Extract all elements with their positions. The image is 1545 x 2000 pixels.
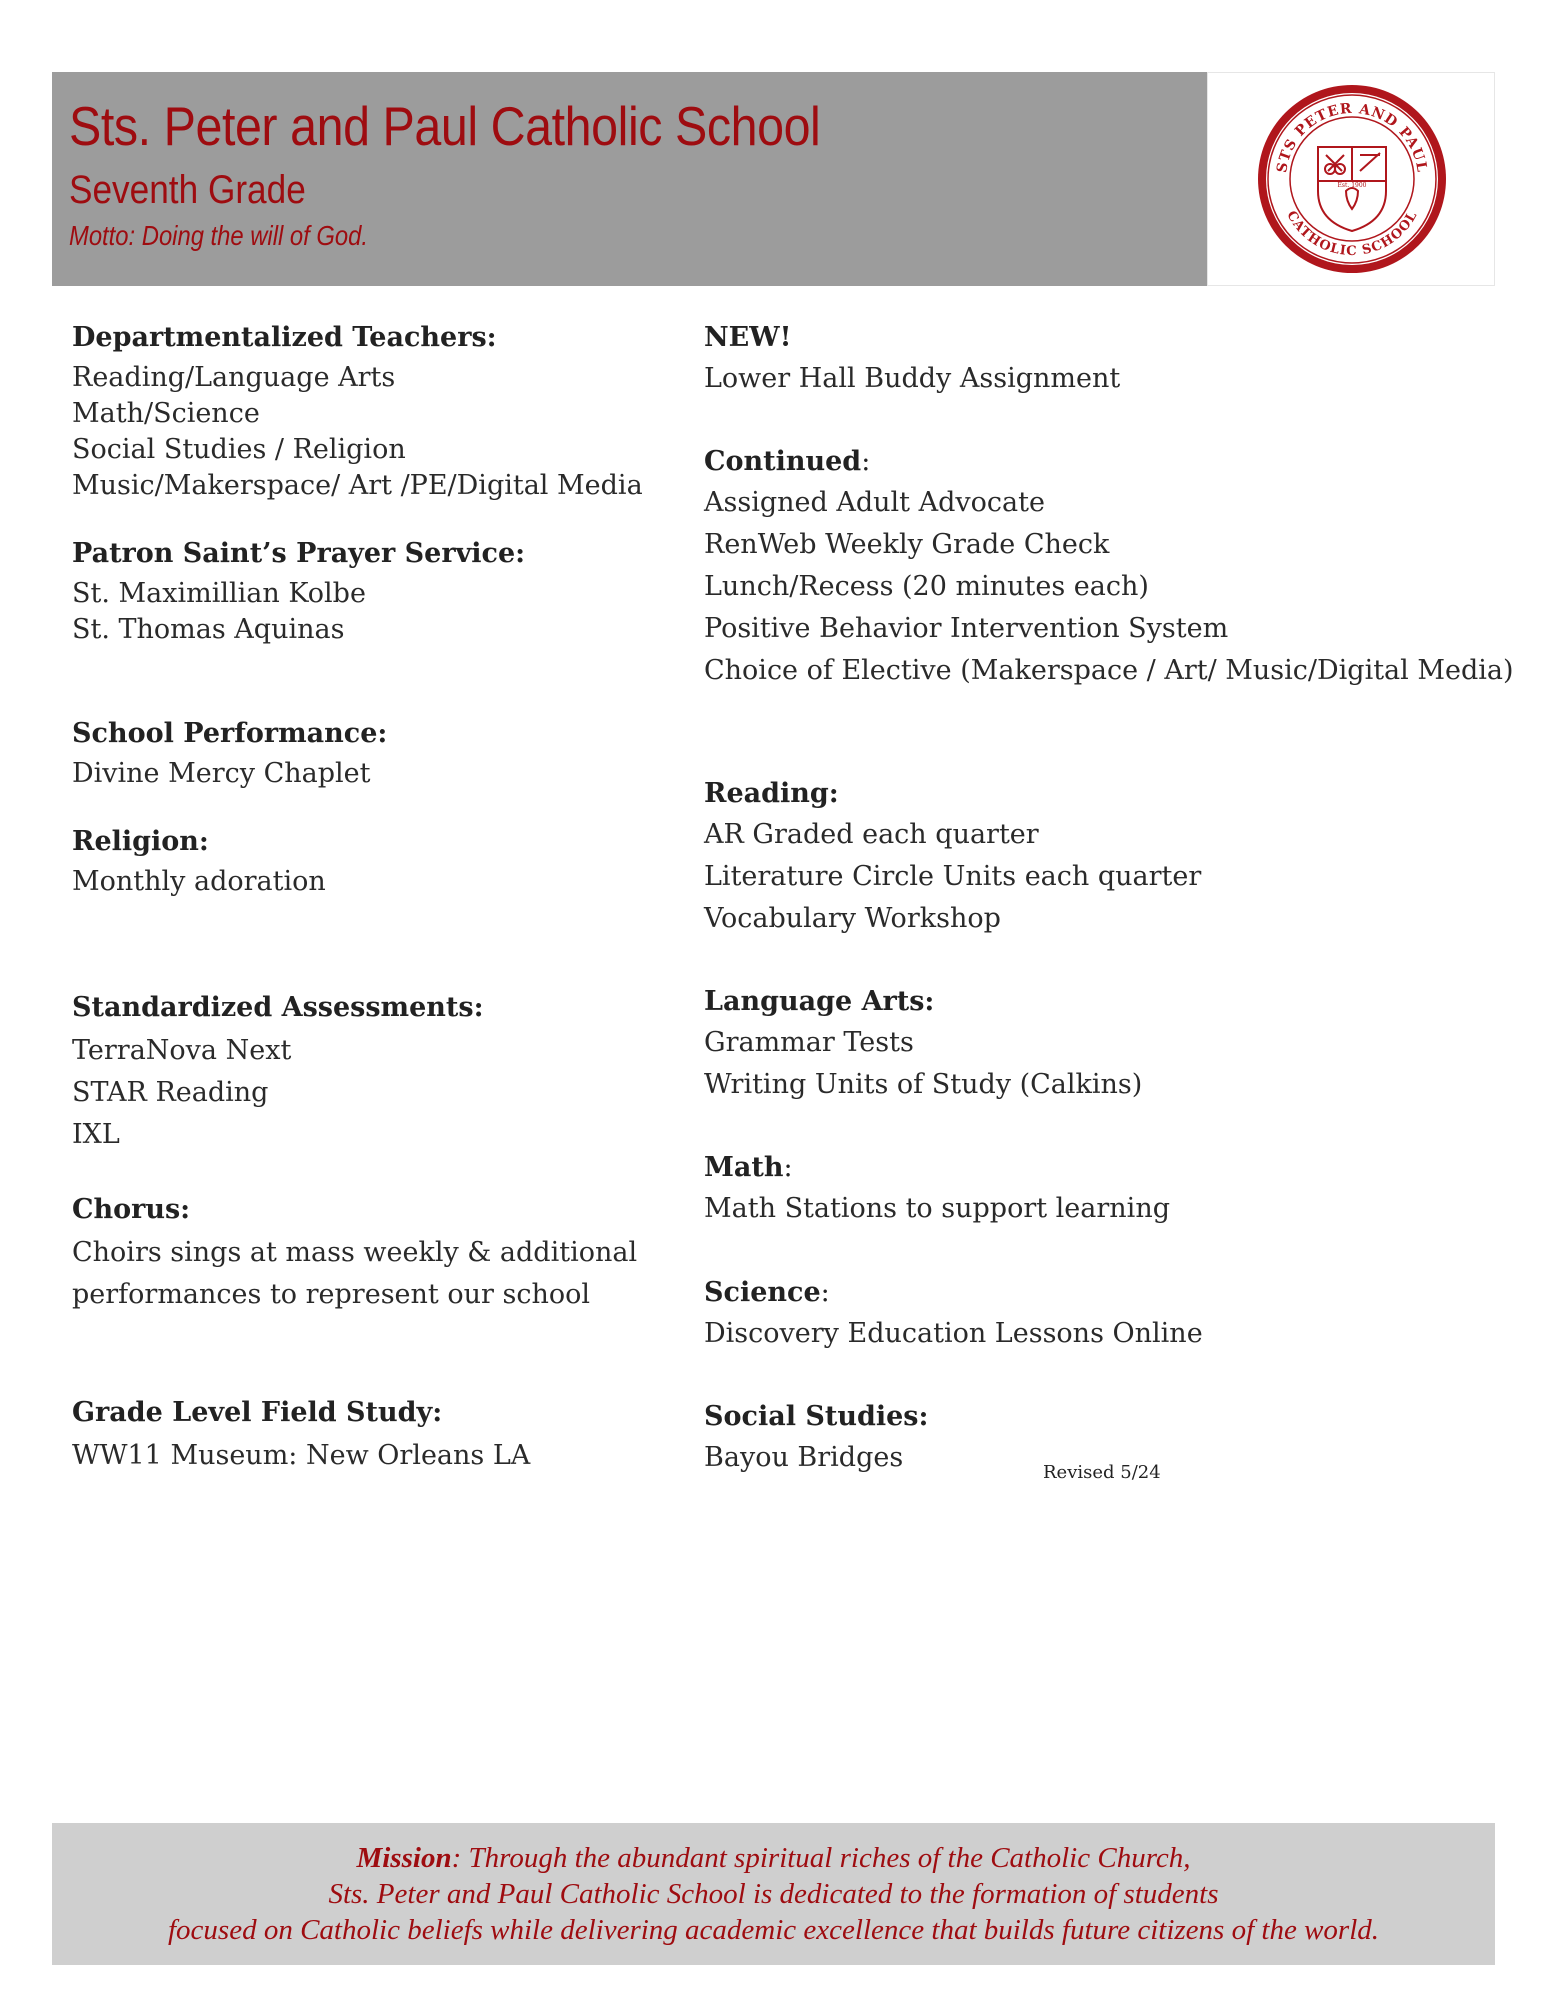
list-item: performances to represent our school: [72, 1279, 590, 1310]
section-heading: Social Studies:: [704, 1401, 929, 1432]
list-item: Grammar Tests: [704, 1027, 914, 1058]
section-continued: [704, 444, 1514, 692]
list-item: AR Graded each quarter: [704, 819, 1039, 850]
list-item: Choice of Elective (Makerspace / Art/ Music/Digital Media): [704, 655, 1514, 686]
section-heading: Reading:: [704, 778, 839, 809]
section-heading: [704, 444, 1504, 480]
grade-title: Seventh Grade: [69, 168, 306, 212]
school-seal-panel: [1207, 72, 1495, 286]
list-item: Monthly adoration: [72, 866, 326, 897]
list-item: Divine Mercy Chaplet: [72, 758, 371, 789]
seal-text-top: STS PETER AND PAUL: [1274, 100, 1430, 174]
list-item: Writing Units of Study (Calkins): [704, 1069, 1143, 1100]
list-item: Reading/Language Arts: [72, 362, 396, 393]
list-item: Social Studies / Religion: [72, 434, 406, 465]
heading-colon: :: [820, 1277, 830, 1308]
heading-colon: :: [783, 1152, 793, 1183]
heading-colon: :: [861, 446, 871, 477]
list-item: WW11 Museum: New Orleans LA: [72, 1440, 531, 1471]
school-name: Sts. Peter and Paul Catholic School: [69, 95, 821, 157]
mission-line-1-text: : Through the abundant spiritual riches of the Catholic Church,: [451, 1842, 1191, 1874]
heading-text: Math: [704, 1152, 784, 1183]
section-standardized-assessments: [72, 990, 672, 1156]
section-heading: Language Arts:: [704, 986, 935, 1017]
mission-label: Mission: [356, 1842, 452, 1874]
section-chorus: [72, 1192, 672, 1316]
section-language-arts: [704, 984, 1504, 1106]
section-heading: Standardized Assessments:: [72, 992, 484, 1023]
section-heading: Grade Level Field Study:: [72, 1397, 443, 1428]
header-banner: [52, 72, 1207, 286]
list-item: Assigned Adult Advocate: [704, 487, 1045, 518]
heading-text: Continued: [704, 446, 862, 477]
list-item: Lunch/Recess (20 minutes each): [704, 571, 1149, 602]
mission-footer: [52, 1823, 1495, 1965]
revised-date: Revised 5/24: [1043, 1462, 1161, 1483]
section-religion: [72, 824, 672, 900]
section-heading: [704, 1150, 1504, 1186]
list-item: Bayou Bridges: [704, 1442, 904, 1473]
list-item: St. Thomas Aquinas: [72, 614, 345, 645]
list-item: Literature Circle Units each quarter: [704, 861, 1202, 892]
section-math: [704, 1150, 1504, 1230]
heading-text: Science: [704, 1277, 821, 1308]
list-item: Math/Science: [72, 398, 260, 429]
section-patron-saint: [72, 536, 672, 648]
section-departmentalized-teachers: [72, 320, 672, 504]
motto-label: Motto: [69, 220, 129, 251]
list-item: STAR Reading: [72, 1077, 269, 1108]
mission-line-1: [52, 1840, 1495, 1876]
section-heading: Chorus:: [72, 1194, 191, 1225]
section-heading: NEW!: [704, 322, 792, 353]
section-school-performance: [72, 716, 672, 792]
list-item: Math Stations to support learning: [704, 1193, 1170, 1224]
section-heading: Departmentalized Teachers:: [72, 322, 497, 353]
list-item: Music/Makerspace/ Art /PE/Digital Media: [72, 470, 643, 501]
list-item: RenWeb Weekly Grade Check: [704, 529, 1110, 560]
section-reading: [704, 776, 1504, 940]
section-new: [704, 320, 1504, 400]
section-heading: Religion:: [72, 826, 209, 857]
list-item: Discovery Education Lessons Online: [704, 1318, 1203, 1349]
section-field-study: [72, 1395, 672, 1477]
section-heading: Patron Saint’s Prayer Service:: [72, 538, 526, 569]
section-science: [704, 1275, 1504, 1355]
mission-line-3: focused on Catholic beliefs while delivering academic excellence that builds future citizens of the world.: [167, 1914, 1380, 1946]
list-item: Positive Behavior Intervention System: [704, 613, 1229, 644]
section-heading: School Performance:: [72, 718, 388, 749]
seal-est: Est. 1900: [1337, 182, 1367, 189]
school-seal-logo: [1256, 81, 1448, 277]
list-item: Lower Hall Buddy Assignment: [704, 363, 1121, 394]
motto: [69, 220, 368, 252]
list-item: St. Maximillian Kolbe: [72, 578, 366, 609]
seal-text-bottom: CATHOLIC SCHOOL: [1283, 208, 1421, 259]
list-item: Choirs sings at mass weekly & additional: [72, 1237, 638, 1268]
motto-text: : Doing the will of God.: [128, 220, 368, 251]
list-item: IXL: [72, 1119, 120, 1150]
list-item: Vocabulary Workshop: [704, 903, 1001, 934]
section-heading: [704, 1275, 1504, 1311]
mission-line-2: Sts. Peter and Paul Catholic School is dedicated to the formation of students: [328, 1878, 1219, 1910]
list-item: TerraNova Next: [72, 1035, 292, 1066]
